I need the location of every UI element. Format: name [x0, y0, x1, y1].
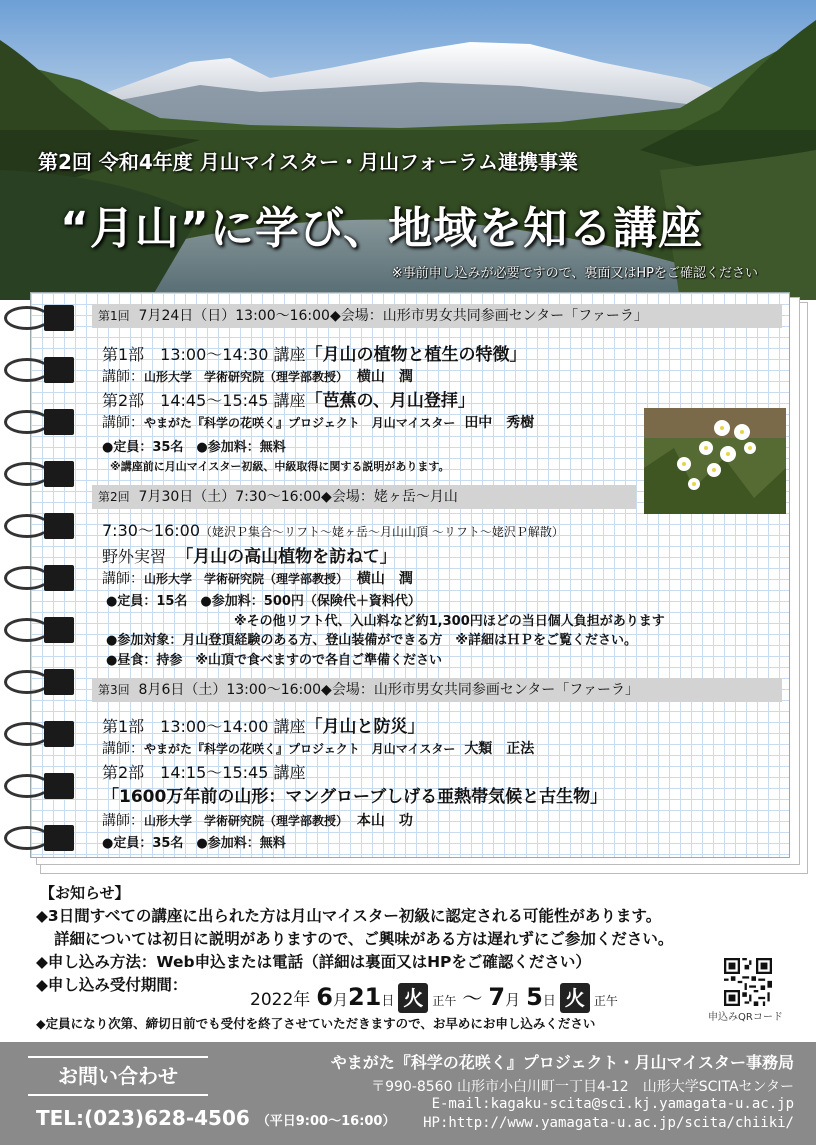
route-detail: （姥沢Ｐ集合～リフト～姥ヶ岳～月山山頂 ～リフト～姥沢Ｐ解散）: [200, 525, 564, 539]
session-2-number: 第2回: [98, 490, 130, 504]
schedule-notebook: [0, 292, 816, 882]
spiral-ring: [0, 768, 80, 804]
part-time: 第1部 13:00～14:00 講座: [102, 717, 306, 736]
session-1-remark: ※講座前に月山マイスター初級、中級取得に関する説明があります。: [110, 460, 450, 473]
session-3-capacity: ●定員：35名 ●参加料：無料: [102, 836, 286, 851]
teacher-name: 大類 正法: [464, 741, 535, 757]
start-noon: 正午: [432, 994, 457, 1008]
organization-name: やまがた『科学の花咲く』プロジェクト・月山マイスター事務局: [330, 1053, 794, 1072]
contact-phone[interactable]: [36, 1106, 395, 1130]
contact-footer: [0, 1042, 816, 1145]
teacher-label: 講師：: [102, 741, 144, 757]
teacher-name: 本山 功: [356, 813, 413, 829]
application-qr-code[interactable]: [724, 958, 772, 1006]
notice-item-1-detail: 詳細については初日に説明がありますので、ご興味がある方は遅れずにご参加ください。: [54, 930, 674, 948]
teacher-affiliation: 山形大学 学術研究院（理学部教授）: [144, 572, 349, 586]
spiral-ring: [0, 508, 80, 544]
qr-caption: 申込みQRコード: [708, 1012, 783, 1023]
notice-item-3: ◆申し込み受付期間：: [36, 976, 188, 994]
session-2-header: [92, 485, 636, 509]
part-time: 第2部 14:45～15:45 講座: [102, 391, 306, 410]
spiral-ring: [0, 352, 80, 388]
registration-note: ※事前申し込みが必要ですので、裏面又はHPをご確認ください: [391, 266, 758, 281]
session-3-part-1-teacher: [102, 738, 534, 758]
year: 2022年: [250, 990, 311, 1010]
session-2-route: [102, 518, 564, 541]
email-link[interactable]: E-mail:kagaku-scita@sci.kj.yamagata-u.ac.jp: [431, 1096, 794, 1112]
end-weekday: 火: [560, 983, 590, 1013]
month-unit: 月: [332, 991, 348, 1009]
teacher-affiliation: やまがた『科学の花咲く』プロジェクト 月山マイスター: [144, 742, 456, 756]
session-1-part-1: [102, 340, 527, 365]
range-separator: ～: [462, 986, 483, 1010]
end-day: 5: [526, 983, 543, 1011]
session-2-topic: [102, 542, 397, 567]
teacher-label: 講師：: [102, 813, 144, 829]
part-time: 第1部 13:00～14:30 講座: [102, 345, 306, 364]
end-noon: 正午: [593, 994, 618, 1008]
month-unit: 月: [505, 991, 521, 1009]
session-1-capacity: ●定員：35名 ●参加料：無料: [102, 440, 286, 455]
website-link[interactable]: HP:http://www.yamagata-u.ac.jp/scita/chiiki/: [423, 1115, 794, 1131]
teacher-name: 横山 潤: [356, 571, 413, 587]
session-3-part-2-topic: 「1600万年前の山形：マングローブしげる亜熱帯気候と古生物」: [102, 787, 608, 807]
notice-item-1: ◆3日間すべての講座に出られた方は月山マイスター初級に認定される可能性があります。: [36, 907, 662, 925]
notice-section: [0, 880, 816, 1040]
spiral-ring: [0, 716, 80, 752]
notice-item-4: ◆定員になり次第、締切日前でも受付を終了させていただきますので、お早めにお申し込みください: [36, 1016, 596, 1031]
notice-heading: 【お知らせ】: [40, 884, 130, 902]
spiral-ring: [0, 664, 80, 700]
spiral-ring: [0, 612, 80, 648]
session-3-header: [92, 678, 782, 702]
session-1-part-1-teacher: [102, 366, 413, 386]
flower-photo: [644, 408, 786, 514]
day-unit: 日: [542, 994, 556, 1009]
page-title: “月山”に学び、地域を知る講座: [60, 203, 704, 254]
session-2-info: 7月30日（土）7:30～16:00◆会場：姥ヶ岳～月山: [138, 489, 458, 505]
teacher-label: 講師：: [102, 571, 144, 587]
spiral-ring: [0, 560, 80, 596]
start-month: 6: [316, 983, 333, 1011]
teacher-affiliation: やまがた『科学の花咲く』プロジェクト 月山マイスター: [144, 416, 456, 430]
notice-item-2: ◆申し込み方法：Web申込または電話（詳細は裏面又はHPをご確認ください）: [36, 953, 591, 971]
spiral-ring: [0, 456, 80, 492]
session-1-number: 第1回: [98, 309, 130, 323]
teacher-affiliation: 山形大学 学術研究院（理学部教授）: [144, 814, 349, 828]
spiral-ring: [0, 820, 80, 856]
session-2-target: ●参加対象：月山登頂経験のある方、登山装備ができる方 ※詳細はＨＰをご覧ください。: [106, 633, 637, 648]
application-period: [250, 982, 618, 1013]
session-2-capacity: ●定員：15名 ●参加料：500円（保険代＋資料代）: [106, 594, 421, 609]
phone-number[interactable]: TEL:(023)628-4506: [36, 1106, 250, 1130]
session-1-part-2-teacher: [102, 412, 534, 432]
teacher-affiliation: 山形大学 学術研究院（理学部教授）: [144, 370, 349, 384]
session-3-number: 第3回: [98, 683, 130, 697]
session-2-lunch: ●昼食：持参 ※山頂で食べますので各自ご準備ください: [106, 653, 442, 668]
part-topic: 「月山の植物と植生の特徴」: [305, 345, 527, 365]
spiral-ring: [0, 404, 80, 440]
spiral-ring: [0, 300, 80, 336]
day-unit: 日: [381, 994, 395, 1009]
teacher-name: 田中 秀樹: [464, 415, 535, 431]
end-month: 7: [488, 983, 506, 1011]
contact-label: お問い合わせ: [28, 1056, 208, 1096]
start-weekday: 火: [398, 983, 428, 1013]
session-1-part-2: [102, 386, 475, 411]
session-3-part-2-teacher: [102, 810, 413, 830]
session-1-header: [92, 304, 782, 328]
teacher-label: 講師：: [102, 369, 144, 385]
route-time: 7:30～16:00: [102, 521, 201, 540]
session-type: 野外実習: [102, 547, 167, 566]
session-3-part-1: [102, 712, 425, 737]
start-day: 21: [347, 983, 382, 1011]
part-topic: 「芭蕉の、月山登拝」: [305, 391, 475, 411]
session-1-info: 7月24日（日）13:00～16:00◆会場：山形市男女共同参画センター「ファーラ」: [138, 308, 648, 324]
session-2-teacher: [102, 568, 413, 588]
address: 〒990-8560 山形市小白川町一丁目4-12 山形大学SCITAセンター: [371, 1079, 794, 1095]
teacher-name: 横山 潤: [356, 369, 413, 385]
teacher-label: 講師：: [102, 415, 144, 431]
hero-banner: [0, 0, 816, 300]
phone-hours: （平日9:00～16:00）: [256, 1114, 396, 1129]
session-3-info: 8月6日（土）13:00～16:00◆会場：山形市男女共同参画センター「ファーラ」: [138, 682, 639, 698]
part-topic: 「月山と防災」: [305, 717, 425, 737]
event-series-subtitle: 第2回 令和4年度 月山マイスター・月山フォーラム連携事業: [38, 150, 578, 174]
session-3-part-2-time: 第2部 14:15～15:45 講座: [102, 763, 306, 782]
session-2-extra-cost: ※その他リフト代、入山料など約1,300円ほどの当日個人負担があります: [234, 614, 665, 629]
session-topic: 「月山の高山植物を訪ねて」: [176, 547, 397, 567]
